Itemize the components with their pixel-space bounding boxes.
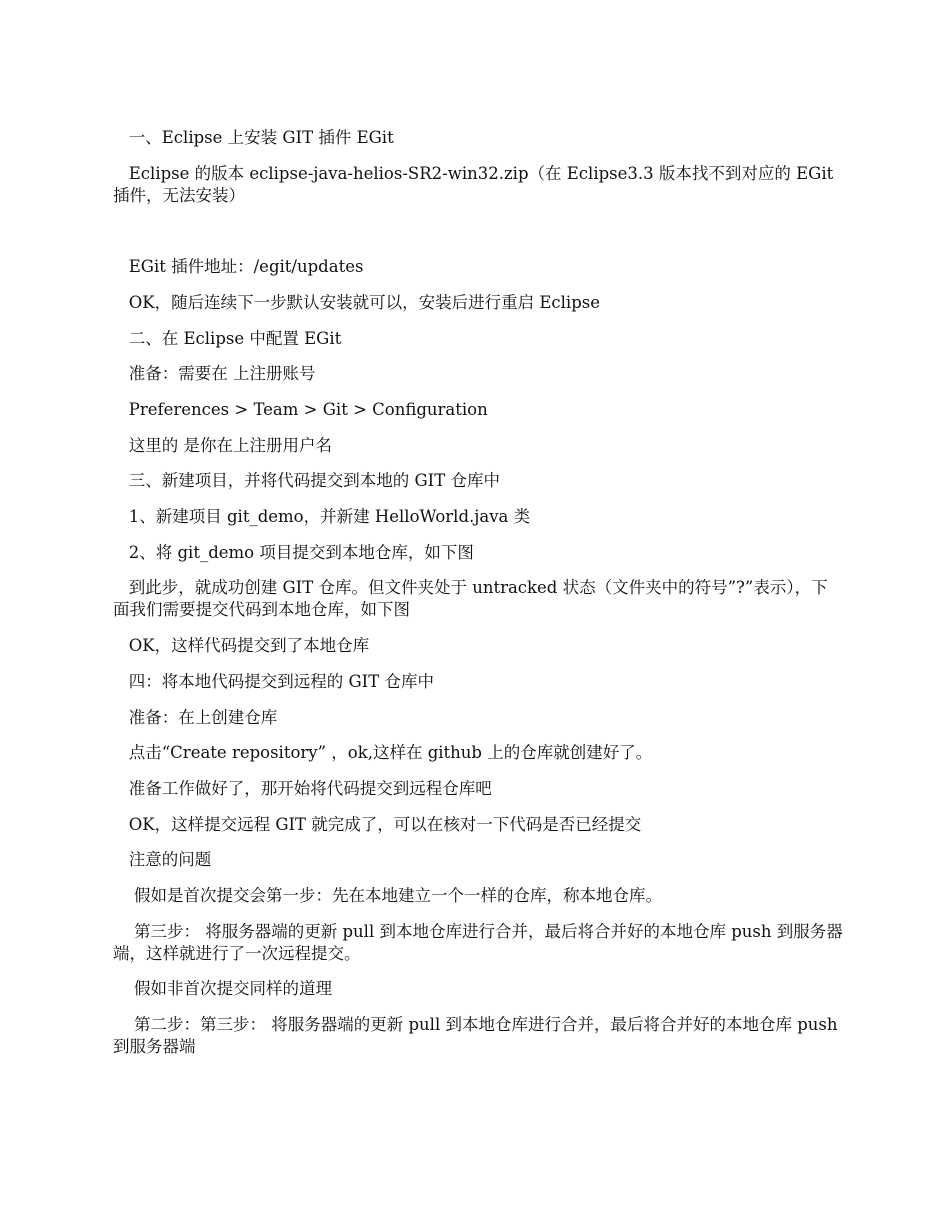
paragraph-click-create: 点击“Create repository” ，ok,这样在 github 上的仓库就创建好了。 (113, 743, 653, 762)
paragraph-non-first: 假如非首次提交同样的道理 (113, 979, 332, 998)
section-heading-4: 四：将本地代码提交到远程的 GIT 仓库中 (113, 672, 434, 691)
section-heading-2: 二、在 Eclipse 中配置 EGit (113, 329, 342, 348)
paragraph-prep-done: 准备工作做好了，那开始将代码提交到远程仓库吧 (113, 779, 492, 798)
paragraph-username-note: 这里的 是你在上注册用户名 (113, 436, 332, 455)
paragraph-preferences-path: Preferences > Team > Git > Configuration (113, 400, 488, 419)
paragraph-step-three: 第三步： 将服务器端的更新 pull 到本地仓库进行合并，最后将合并好的本地仓库 push 到服务器端，这样就进行了一次远程提交。 (113, 922, 843, 963)
paragraph-install-steps: OK，随后连续下一步默认安装就可以，安装后进行重启 Eclipse (113, 293, 600, 312)
section-heading-3: 三、新建项目，并将代码提交到本地的 GIT 仓库中 (113, 471, 500, 490)
paragraph-create-repo: 准备：在上创建仓库 (113, 708, 278, 727)
paragraph-first-commit: 假如是首次提交会第一步：先在本地建立一个一样的仓库，称本地仓库。 (113, 886, 662, 905)
paragraph-egit-url: EGit 插件地址：/egit/updates (113, 257, 364, 276)
paragraph-untracked-state: 到此步，就成功创建 GIT 仓库。但文件夹处于 untracked 状态（文件夹中的符号”?”表示），下面我们需要提交代码到本地仓库，如下图 (113, 578, 828, 619)
paragraph-remote-done: OK，这样提交远程 GIT 就完成了，可以在核对一下代码是否已经提交 (113, 815, 642, 834)
paragraph-local-done: OK，这样代码提交到了本地仓库 (113, 636, 370, 655)
paragraph-new-project: 1、新建项目 git_demo，并新建 HelloWorld.java 类 (113, 507, 531, 526)
section-heading-1: 一、Eclipse 上安装 GIT 插件 EGit (113, 128, 394, 147)
paragraph-register-account: 准备：需要在 上注册账号 (113, 364, 316, 383)
section-heading-notes: 注意的问题 (113, 850, 212, 869)
paragraph-step-two-three: 第二步：第三步： 将服务器端的更新 pull 到本地仓库进行合并，最后将合并好的本地仓库 push 到服务器端 (113, 1015, 843, 1056)
paragraph-commit-local: 2、将 git_demo 项目提交到本地仓库，如下图 (113, 543, 474, 562)
paragraph-eclipse-version: Eclipse 的版本 eclipse-java-helios-SR2-win32.zip（在 Eclipse3.3 版本找不到对应的 EGit 插件，无法安装） (113, 164, 839, 205)
